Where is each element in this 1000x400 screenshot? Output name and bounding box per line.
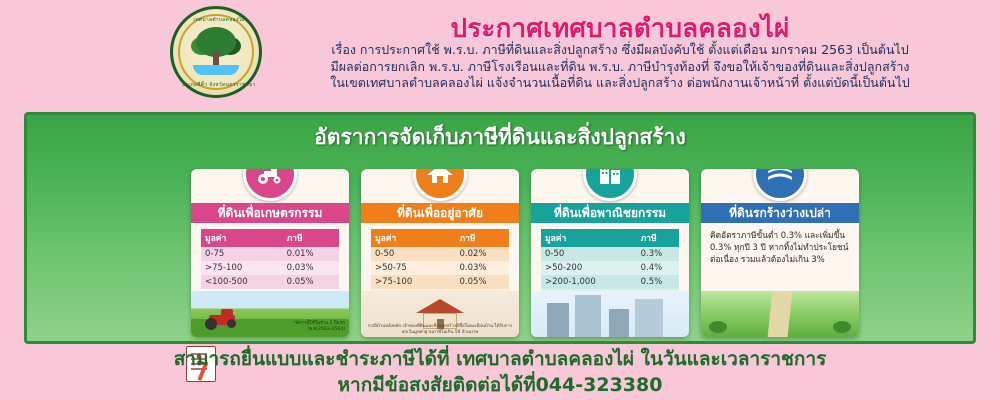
cell-value: 0-50 <box>371 247 456 261</box>
cell-value: >75-100 <box>371 275 456 289</box>
farm-illustration <box>191 291 349 337</box>
cell-tax: 0.05% <box>283 275 339 289</box>
col-value: มูลค่า <box>371 229 456 247</box>
col-value: มูลค่า <box>541 229 637 247</box>
municipality-seal-logo <box>170 6 262 98</box>
table-header-row <box>371 229 509 247</box>
table-header-row <box>541 229 679 247</box>
col-value: มูลค่า <box>201 229 283 247</box>
cell-value: >50-200 <box>541 261 637 275</box>
cell-tax: 0.01% <box>283 247 339 261</box>
building-icon <box>583 169 637 201</box>
footer-line-1: สามารถยื่นแบบและชำระภาษีได้ที่ เทศบาลตำบลคลองไผ่ ในวันและเวลาราชการ <box>173 348 827 370</box>
table-row <box>201 247 339 261</box>
house-illustration <box>361 291 519 337</box>
cell-tax: 0.03% <box>283 261 339 275</box>
rates-panel <box>24 112 976 344</box>
cell-tax: 0.02% <box>456 247 509 261</box>
rate-card-commercial-title: ที่ดินเพื่อพาณิชยกรรม <box>531 203 689 223</box>
cell-value: >75-100 <box>201 261 283 275</box>
seal-text-bottom: อำเภอสีคิ้ว จังหวัดนครราชสีมา <box>182 82 256 88</box>
table-row <box>541 247 679 261</box>
rate-card-agriculture-title: ที่ดินเพื่อเกษตรกรรม <box>191 203 349 223</box>
table-row <box>541 261 679 275</box>
footer-line-2: หากมีข้อสงสัยติดต่อได้ที่044-323380 <box>337 374 663 396</box>
vacant-land-illustration <box>701 291 859 337</box>
table-row <box>371 261 509 275</box>
rate-card-vacant-land <box>701 169 859 337</box>
seal-text-top: เทศบาลตำบลคลองไผ่ <box>193 17 245 23</box>
col-tax: ภาษี <box>456 229 509 247</box>
table-row <box>541 275 679 289</box>
col-tax: ภาษี <box>283 229 339 247</box>
cell-value: >50-75 <box>371 261 456 275</box>
rate-card-vacant-land-title: ที่ดินรกร้างว่างเปล่า <box>701 203 859 223</box>
announcement-line-3: ในเขตเทศบาลตำบลคลองไผ่ แจ้งจำนวนเนื้อที่ดิน และสิ่งปลูกสร้าง ต่อพนักงานเจ้าหน้าที่ ตั้งแต่บัดนี้เป็นต้นไป <box>330 75 910 90</box>
cell-value: 0-50 <box>541 247 637 261</box>
footer <box>0 344 1000 400</box>
table-header-row <box>201 229 339 247</box>
rate-cards <box>41 157 961 339</box>
cell-value: 0-75 <box>201 247 283 261</box>
empty-land-icon <box>753 169 807 201</box>
table-row <box>201 261 339 275</box>
tree-icon <box>189 25 243 79</box>
rate-card-agriculture <box>191 169 349 337</box>
rate-table-agriculture <box>201 229 339 289</box>
cell-value: <100-500 <box>201 275 283 289</box>
rate-card-residential-title: ที่ดินเพื่ออยู่อาศัย <box>361 203 519 223</box>
table-row <box>371 275 509 289</box>
cell-tax: 0.4% <box>637 261 679 275</box>
house-icon <box>413 169 467 201</box>
city-illustration <box>531 291 689 337</box>
cell-value: >200-1,000 <box>541 275 637 289</box>
cell-tax: 0.03% <box>456 261 509 275</box>
announcement-line-1: เรื่อง การประกาศใช้ พ.ร.บ. ภาษีที่ดินและสิ่งปลูกสร้าง ซึ่งมีผลบังคับใช้ ตั้งแต่เดือน มกราคม 2563 เป็นต้นไป <box>331 42 909 57</box>
table-row <box>371 247 509 261</box>
rate-card-residential <box>361 169 519 337</box>
table-row <box>201 275 339 289</box>
cell-tax: 0.3% <box>637 247 679 261</box>
col-tax: ภาษี <box>637 229 679 247</box>
page-title: ประกาศเทศบาลตำบลคลองไผ่ <box>450 14 790 44</box>
cell-tax: 0.05% <box>456 275 509 289</box>
tractor-illustration <box>203 310 243 330</box>
rates-panel-title: อัตราการจัดเก็บภาษีที่ดินและสิ่งปลูกสร้าง <box>314 125 686 149</box>
announcement-line-2: มีผลต่อการยกเลิก พ.ร.บ. ภาษีโรงเรือนและที่ดิน พ.ร.บ. ภาษีบำรุงท้องที่ จึงขอให้เจ้าของที่ดินและสิ่งปลูกสร้าง <box>330 58 910 74</box>
rate-card-agriculture-note: *อัตรานี้ใช้ในช่วง 2 ปีแรก (พ.ศ.2563-2564) <box>293 321 345 332</box>
header <box>0 0 1000 112</box>
rate-card-vacant-land-note: คิดอัตราภาษีขั้นต่ำ 0.3% และเพิ่มขึ้น 0.3% ทุกปี 3 ปี หากทิ้งไม่ทำประโยชน์ต่อเนื่อง รวมแล้วต้องไม่เกิน 3% <box>710 230 849 264</box>
rate-card-commercial <box>531 169 689 337</box>
tractor-icon <box>243 169 297 201</box>
cell-tax: 0.5% <box>637 275 679 289</box>
rate-card-residential-note: กรณีบ้านหลังหลัก เจ้าของที่ดินและสิ่งปลูกสร้างมีชื่อในทะเบียนบ้าน ได้รับการยกเว้นมูลค่าฐานภาษีไม่เกิน 50 ล้านบาท <box>367 324 513 335</box>
announcement-body <box>262 42 978 92</box>
